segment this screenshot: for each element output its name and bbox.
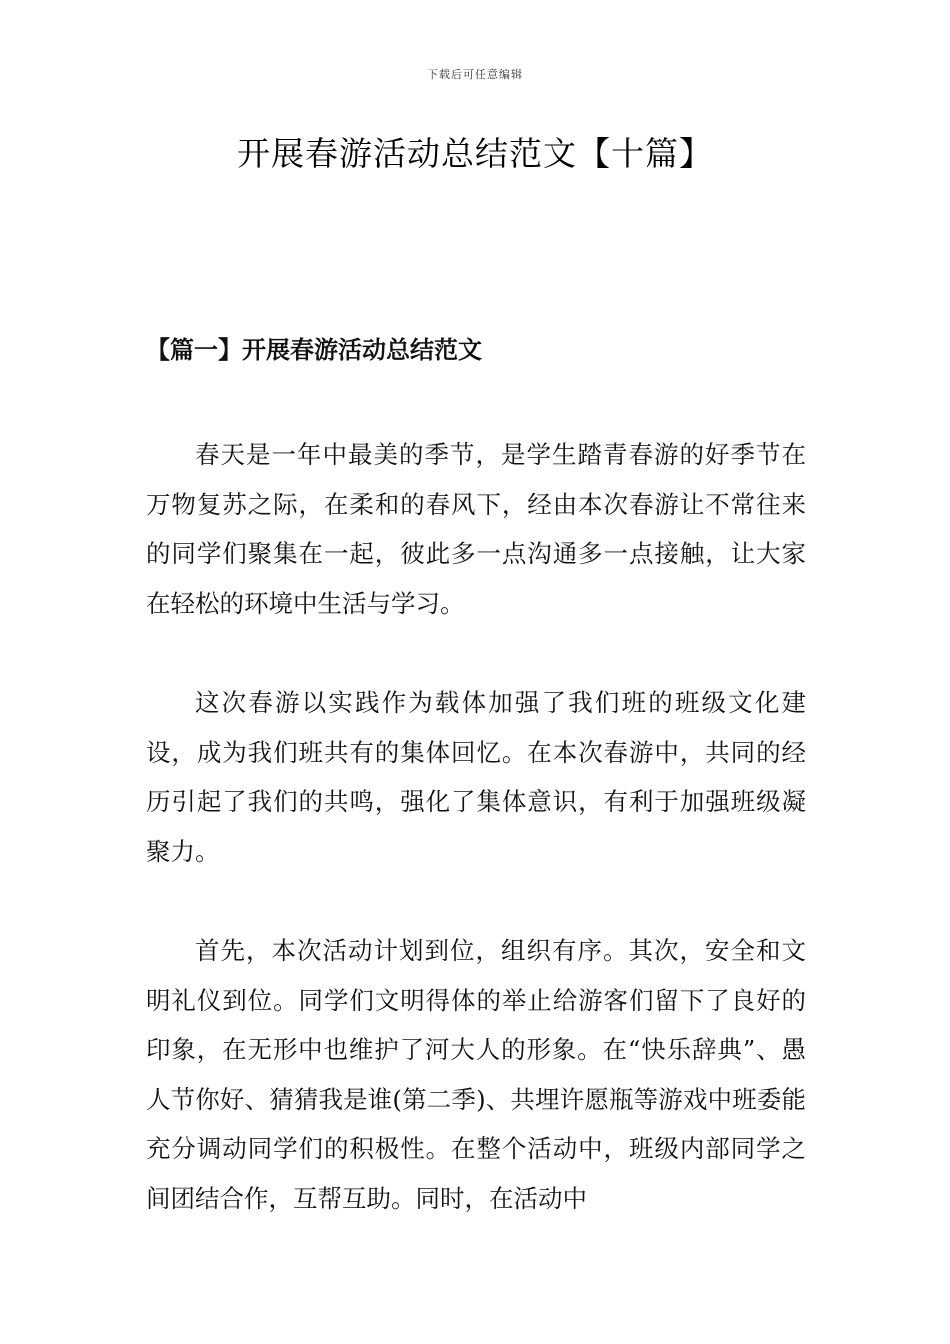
header-note: 下载后可任意编辑 [427,68,523,81]
paragraph-1: 春天是一年中最美的季节，是学生踏青春游的好季节在万物复苏之际，在柔和的春风下，经由本次春游让不常往来的同学们聚集在一起，彼此多一点沟通多一点接触，让大家在轻松的环境中生活与学习。 [146,440,806,618]
section-heading: 【篇一】开展春游活动总结范文 [146,335,482,364]
paragraph-2: 这次春游以实践作为载体加强了我们班的班级文化建设，成为我们班共有的集体回忆。在本次春游中，共同的经历引起了我们的共鸣，强化了集体意识，有利于加强班级凝聚力。 [146,688,806,866]
paragraph-3: 首先，本次活动计划到位，组织有序。其次，安全和文明礼仪到位。同学们文明得体的举止给游客们留下了良好的印象，在无形中也维护了河大人的形象。在“快乐辞典”、愚人节你好、猜猜我是谁(第二季)、共埋许愿瓶等游戏中班委能充分调动同学们的积极性。在整个活动中，班级内部同学之间团结合作，互帮互助。同时，在活动中 [146,936,806,1213]
document-title: 开展春游活动总结范文【十篇】 [237,134,713,173]
document-body [146,430,806,1273]
